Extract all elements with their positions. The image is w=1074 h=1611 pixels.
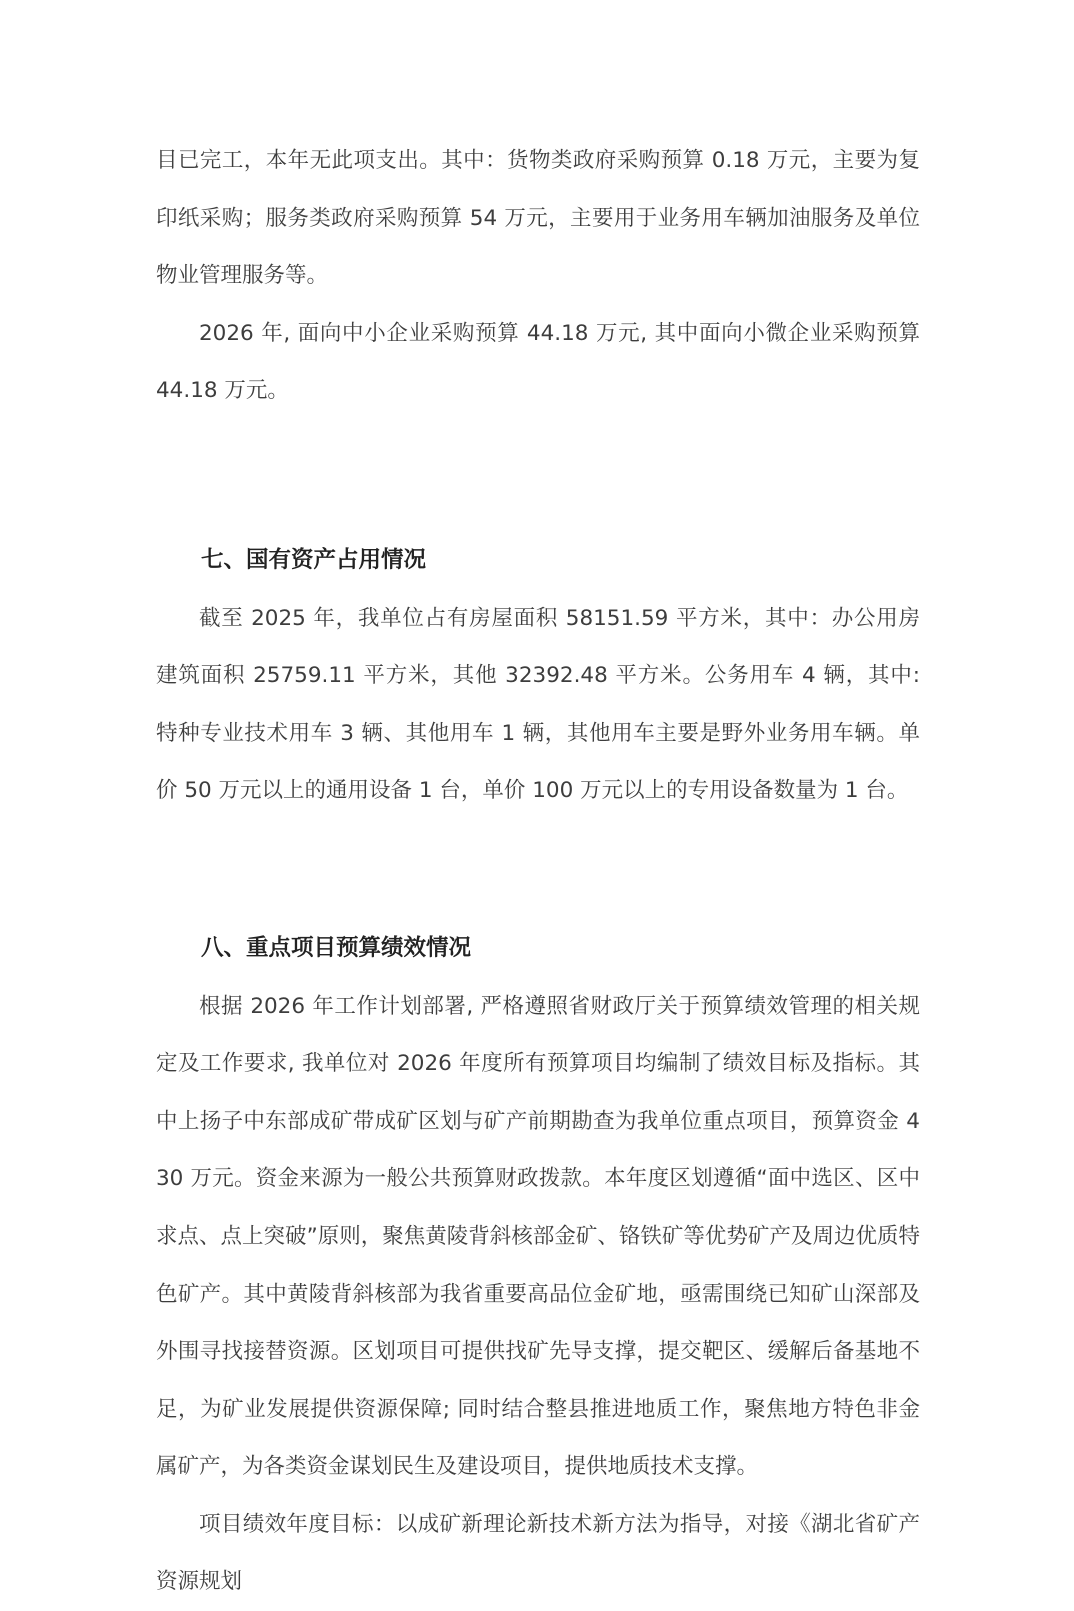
paragraph-state-owned-assets-usage: 截至 2025 年，我单位占有房屋面积 58151.59 平方米，其中：办公用房建筑面积 25759.11 平方米，其他 32392.48 平方米。公务用车 4 辆，其中: 特种专业技术用车 3 辆、其他用车 1 辆，其他用车主要是野外业务用车辆。单价 50 万元以上的通用设备 1 台，单价 100 万元以上的专用设备数量为 1 台。 — [156, 605, 920, 804]
paragraph-key-project-budget-performance: 根据 2026 年工作计划部署, 严格遵照省财政厅关于预算绩效管理的相关规定及工作要求, 我单位对 2026 年度所有预算项目均编制了绩效目标及指标。其中上扬子中东部成矿带成矿区划与矿产前期勘查为我单位重点项目，预算资金 430 万元。资金来源为一般公共预算财政拨款。本年度区划遵循“面中选区、区中求点、点上突破”原则，聚焦黄陵背斜核部金矿、铬铁矿等优势矿产及周边优质特色矿产。其中黄陵背斜核部为我省重要高品位金矿地，亟需围绕已知矿山深部及外围寻找接替资源。区划项目可提供找矿先导支撑，提交靶区、缓解后备基地不足，为矿业发展提供资源保障; 同时结合整县推进地质工作，聚焦地方特色非金属矿产，为各类资金谋划民生及建设项目，提供地质技术支撑。 — [156, 993, 920, 1480]
section-heading-key-project-budget-performance: 八、重点项目预算绩效情况 — [201, 934, 472, 961]
paragraph-project-performance-annual-goal: 项目绩效年度目标：以成矿新理论新技术新方法为指导，对接《湖北省矿产资源规划 — [156, 1511, 920, 1595]
paragraph-government-procurement-continuation: 目已完工，本年无此项支出。其中：货物类政府采购预算 0.18 万元，主要为复印纸采购；服务类政府采购预算 54 万元，主要用于业务用车辆加油服务及单位物业管理服务等。 — [156, 148, 920, 289]
paragraph-sme-procurement-budget: 2026 年, 面向中小企业采购预算 44.18 万元, 其中面向小微企业采购预算 44.18 万元。 — [156, 320, 920, 404]
section-heading-state-owned-assets: 七、国有资产占用情况 — [201, 546, 427, 573]
